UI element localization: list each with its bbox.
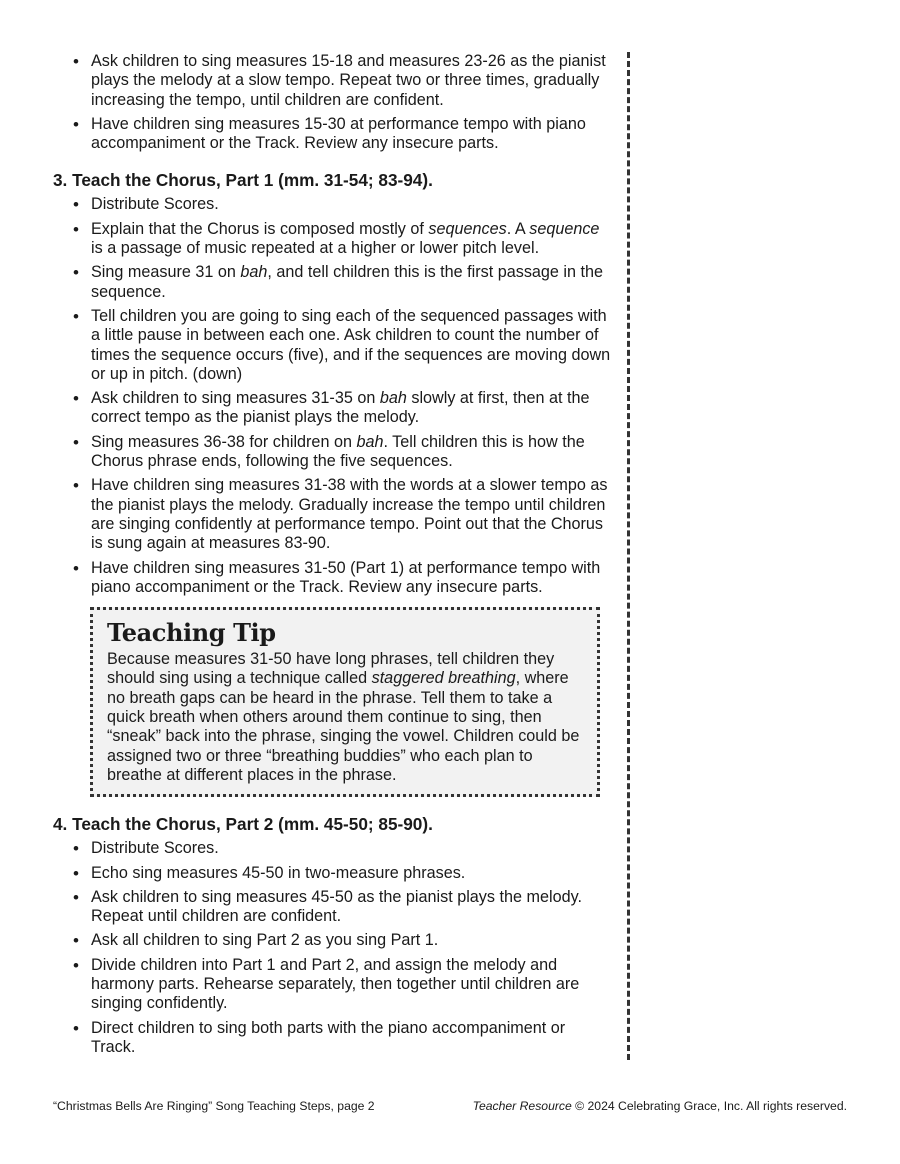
list-item: • Distribute Scores. — [53, 839, 613, 858]
list-item: • Distribute Scores. — [53, 195, 613, 214]
list-item: • Echo sing measures 45-50 in two-measure phrases. — [53, 864, 613, 883]
footer-page-label: “Christmas Bells Are Ringing” Song Teaching Steps, page 2 — [53, 1099, 375, 1113]
teaching-tip-box — [90, 607, 600, 797]
step-4-heading: 4. Teach the Chorus, Part 2 (mm. 45-50; 85-90). — [53, 814, 433, 835]
list-item: • Ask children to sing measures 15-18 and measures 23-26 as the pianist plays the melody at a slow tempo. Repeat two or three times, gradually increasing the tempo, until children are confident. — [53, 52, 613, 110]
list-item: • Have children sing measures 15-30 at performance tempo with piano accompaniment or the Track. Review any insecure parts. — [53, 115, 613, 154]
list-item: • Ask all children to sing Part 2 as you sing Part 1. — [53, 931, 613, 950]
list-item: • Tell children you are going to sing each of the sequenced passages with a little pause in between each one. Ask children to count the number of times the sequence occurs (five), and if the sequences are moving down or up in pitch. (down) — [53, 307, 613, 384]
teaching-tip-body: Because measures 31-50 have long phrases, tell children they should sing using a technique called staggered breathing, where no breath gaps can be heard in the phrase. Tell them to take a quick breath when others around them continue to sing, then “sneak” back into the phrase, singing the vowel. Children could be assigned two or three “breathing buddies” who each plan to breathe at different places in the phrase. — [107, 650, 580, 784]
list-item: • Direct children to sing both parts with the piano accompaniment or Track. — [53, 1019, 613, 1058]
main-content — [53, 52, 613, 1062]
step-4-bullet-list — [53, 839, 613, 1057]
list-item: • Ask children to sing measures 45-50 as the pianist plays the melody. Repeat until children are confident. — [53, 888, 613, 927]
step-3-bullet-list — [53, 195, 613, 597]
list-item: • Sing measure 31 on bah, and tell children this is the first passage in the sequence. — [53, 263, 613, 302]
margin-dashed-rule — [627, 52, 630, 1060]
step-3-heading: 3. Teach the Chorus, Part 1 (mm. 31-54; 83-94). — [53, 170, 433, 191]
teaching-tip-title: Teaching Tip — [107, 618, 276, 648]
list-item: • Sing measures 36-38 for children on bah. Tell children this is how the Chorus phrase ends, following the five sequences. — [53, 433, 613, 472]
intro-bullet-list — [53, 52, 613, 153]
list-item: • Have children sing measures 31-50 (Part 1) at performance tempo with piano accompaniment or the Track. Review any insecure parts. — [53, 559, 613, 598]
list-item: • Divide children into Part 1 and Part 2, and assign the melody and harmony parts. Rehearse separately, then together until children are singing confidently. — [53, 956, 613, 1014]
footer-copyright: Teacher Resource © 2024 Celebrating Grace, Inc. All rights reserved. — [472, 1099, 847, 1113]
list-item: • Have children sing measures 31-38 with the words at a slower tempo as the pianist plays the melody. Gradually increase the tempo until children are singing confidently at performance tempo. Point out that the Chorus is sung again at measures 83-90. — [53, 476, 613, 553]
list-item: • Ask children to sing measures 31-35 on bah slowly at first, then at the correct tempo as the pianist plays the melody. — [53, 389, 613, 428]
list-item: • Explain that the Chorus is composed mostly of sequences. A sequence is a passage of music repeated at a higher or lower pitch level. — [53, 220, 613, 259]
